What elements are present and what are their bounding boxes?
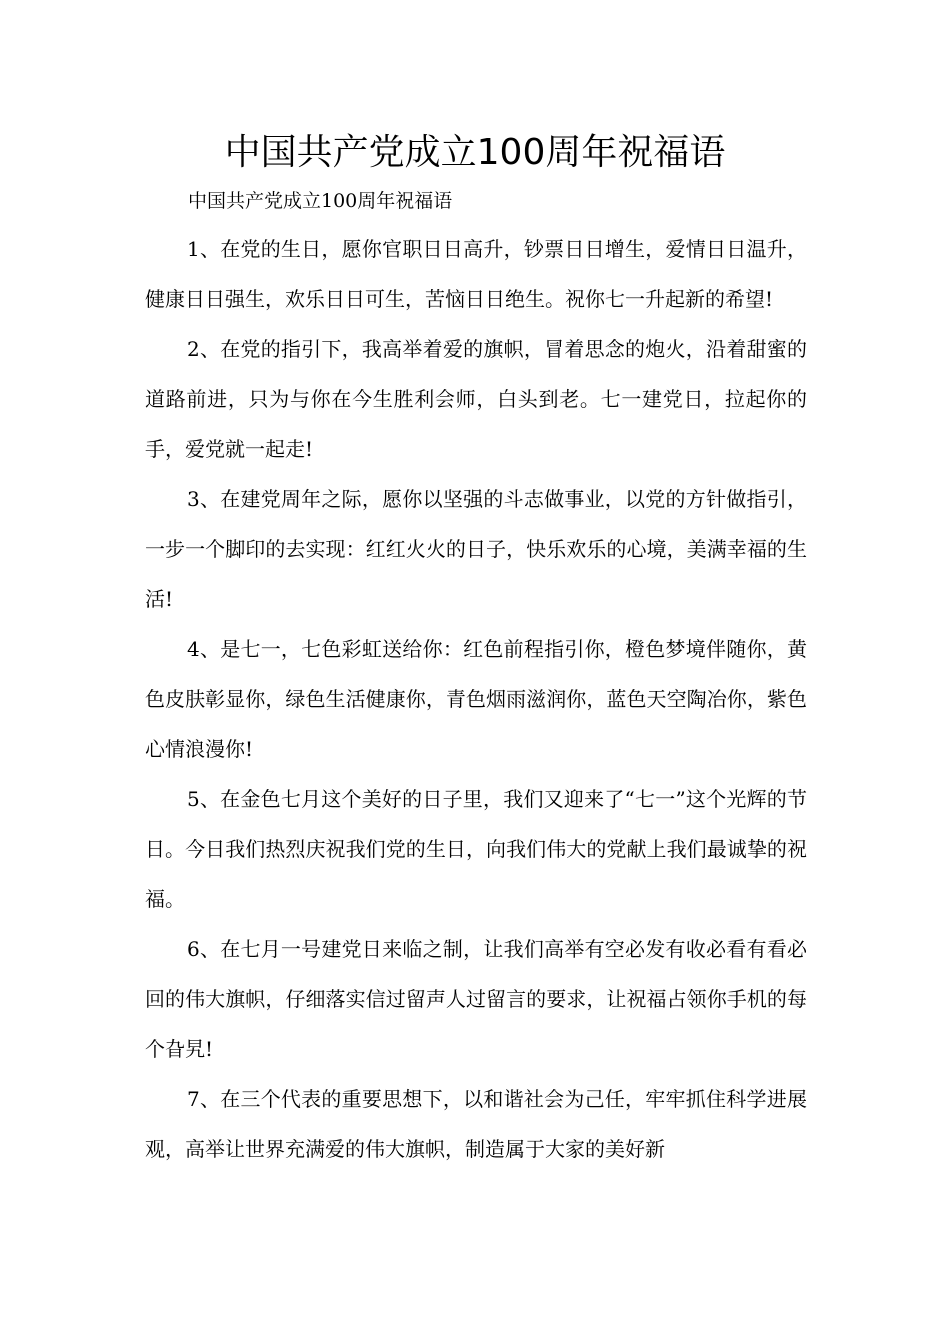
paragraph-4: 4、是七一，七色彩虹送给你：红色前程指引你，橙色梦境伴随你，黄色皮肤彰显你，绿色生活健康你，青色烟雨滋润你，蓝色天空陶冶你，紫色心情浪漫你! [145, 637, 807, 761]
paragraph-2: 2、在党的指引下，我高举着爱的旗帜，冒着思念的炮火，沿着甜蜜的道路前进，只为与你在今生胜利会师，白头到老。七一建党日，拉起你的手，爱党就一起走! [145, 337, 807, 461]
document-subtitle: 中国共产党成立100周年祝福语 [188, 190, 453, 212]
paragraph-1: 1、在党的生日，愿你官职日日高升，钞票日日增生，爱情日日温升，健康日日强生，欢乐日日可生，苦恼日日绝生。祝你七一升起新的希望! [145, 237, 807, 311]
document-body [145, 224, 807, 1174]
paragraph-5: 5、在金色七月这个美好的日子里，我们又迎来了“七一”这个光辉的节日。今日我们热烈庆祝我们党的生日，向我们伟大的党献上我们最诚挚的祝福。 [145, 787, 807, 911]
document-title: 中国共产党成立100周年祝福语 [224, 132, 726, 173]
paragraph-7: 7、在三个代表的重要思想下，以和谐社会为己任，牢牢抓住科学进展观，高举让世界充满爱的伟大旗帜，制造属于大家的美好新 [145, 1087, 807, 1161]
paragraph-6: 6、在七月一号建党日来临之制，让我们高举有空必发有收必看有看必回的伟大旗帜，仔细落实信过留声人过留言的要求，让祝福占领你手机的每个旮旯! [145, 937, 807, 1061]
paragraph-3: 3、在建党周年之际，愿你以坚强的斗志做事业，以党的方针做指引，一步一个脚印的去实现：红红火火的日子，快乐欢乐的心境，美满幸福的生活! [145, 487, 807, 611]
